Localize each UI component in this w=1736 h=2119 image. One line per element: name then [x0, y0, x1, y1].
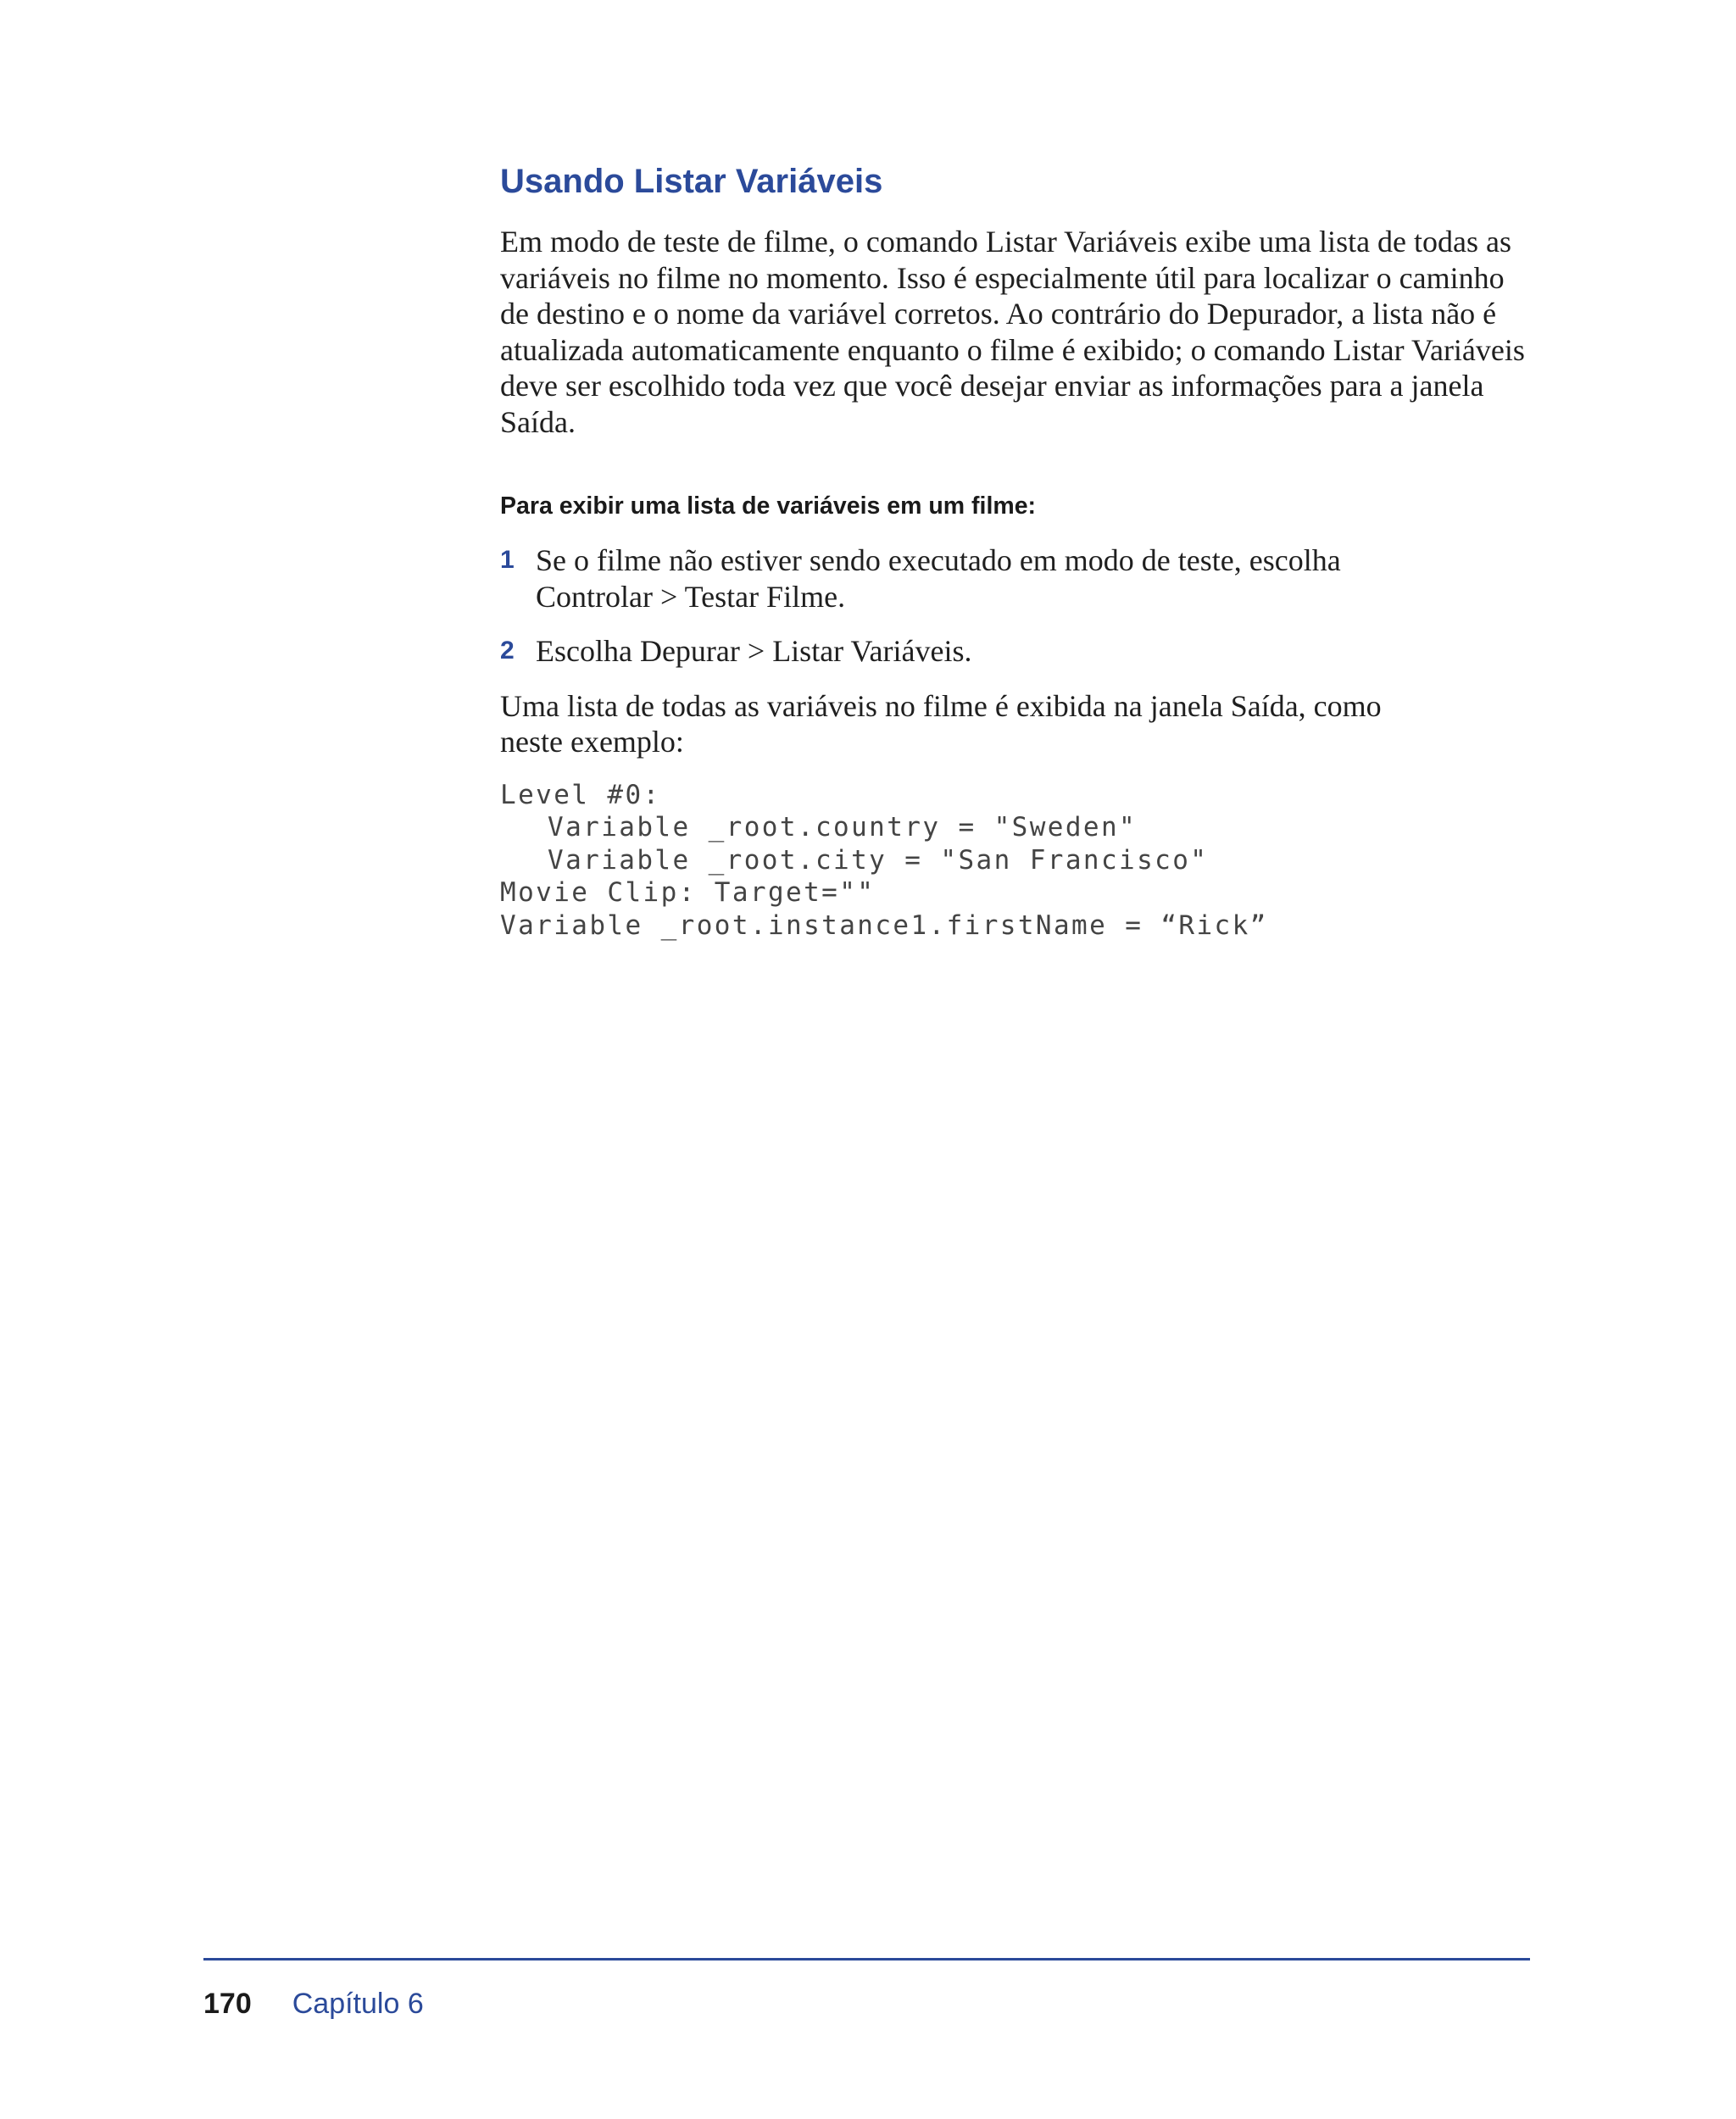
chapter-label: Capítulo 6	[292, 1988, 424, 2020]
step-text: Escolha Depurar > Listar Variáveis.	[536, 634, 972, 668]
footer-divider	[203, 1958, 1530, 1960]
step-item	[500, 633, 1534, 670]
main-content	[500, 161, 1534, 942]
code-line: Variable _root.instance1.firstName = “Rick”	[500, 909, 1268, 941]
step-list	[500, 542, 1534, 670]
step-item	[500, 542, 1534, 615]
step-number: 1	[500, 546, 515, 574]
code-line: Level #0:	[500, 779, 661, 810]
result-paragraph: Uma lista de todas as variáveis no filme é exibida na janela Saída, como neste exemplo:	[500, 688, 1382, 759]
code-line: Variable _root.country = "Sweden"	[548, 812, 1138, 843]
code-line: Movie Clip: Target=""	[500, 877, 876, 908]
intro-paragraph: Em modo de teste de filme, o comando Listar Variáveis exibe uma lista de todas as variáveis no filme no momento. Isso é especialmente útil para localizar o caminho de destino e o nome da variável corretos. Ao contrário do Depurador, a lista não é atualizada automaticamente enquanto o filme é exibido; o comando Listar Variáveis deve ser escolhido toda vez que você desejar enviar as informações para a janela Saída.	[500, 225, 1525, 439]
section-title: Usando Listar Variáveis	[500, 163, 883, 200]
code-line: Variable _root.city = "San Francisco"	[548, 844, 1209, 876]
procedure-heading: Para exibir uma lista de variáveis em um filme:	[500, 492, 1037, 520]
page-number: 170	[203, 1988, 252, 2020]
step-text: Se o filme não estiver sendo executado em modo de teste, escolha Controlar > Testar Filme.	[536, 543, 1341, 614]
page-footer	[203, 1988, 424, 2021]
code-example	[500, 779, 1534, 943]
step-number: 2	[500, 637, 515, 665]
